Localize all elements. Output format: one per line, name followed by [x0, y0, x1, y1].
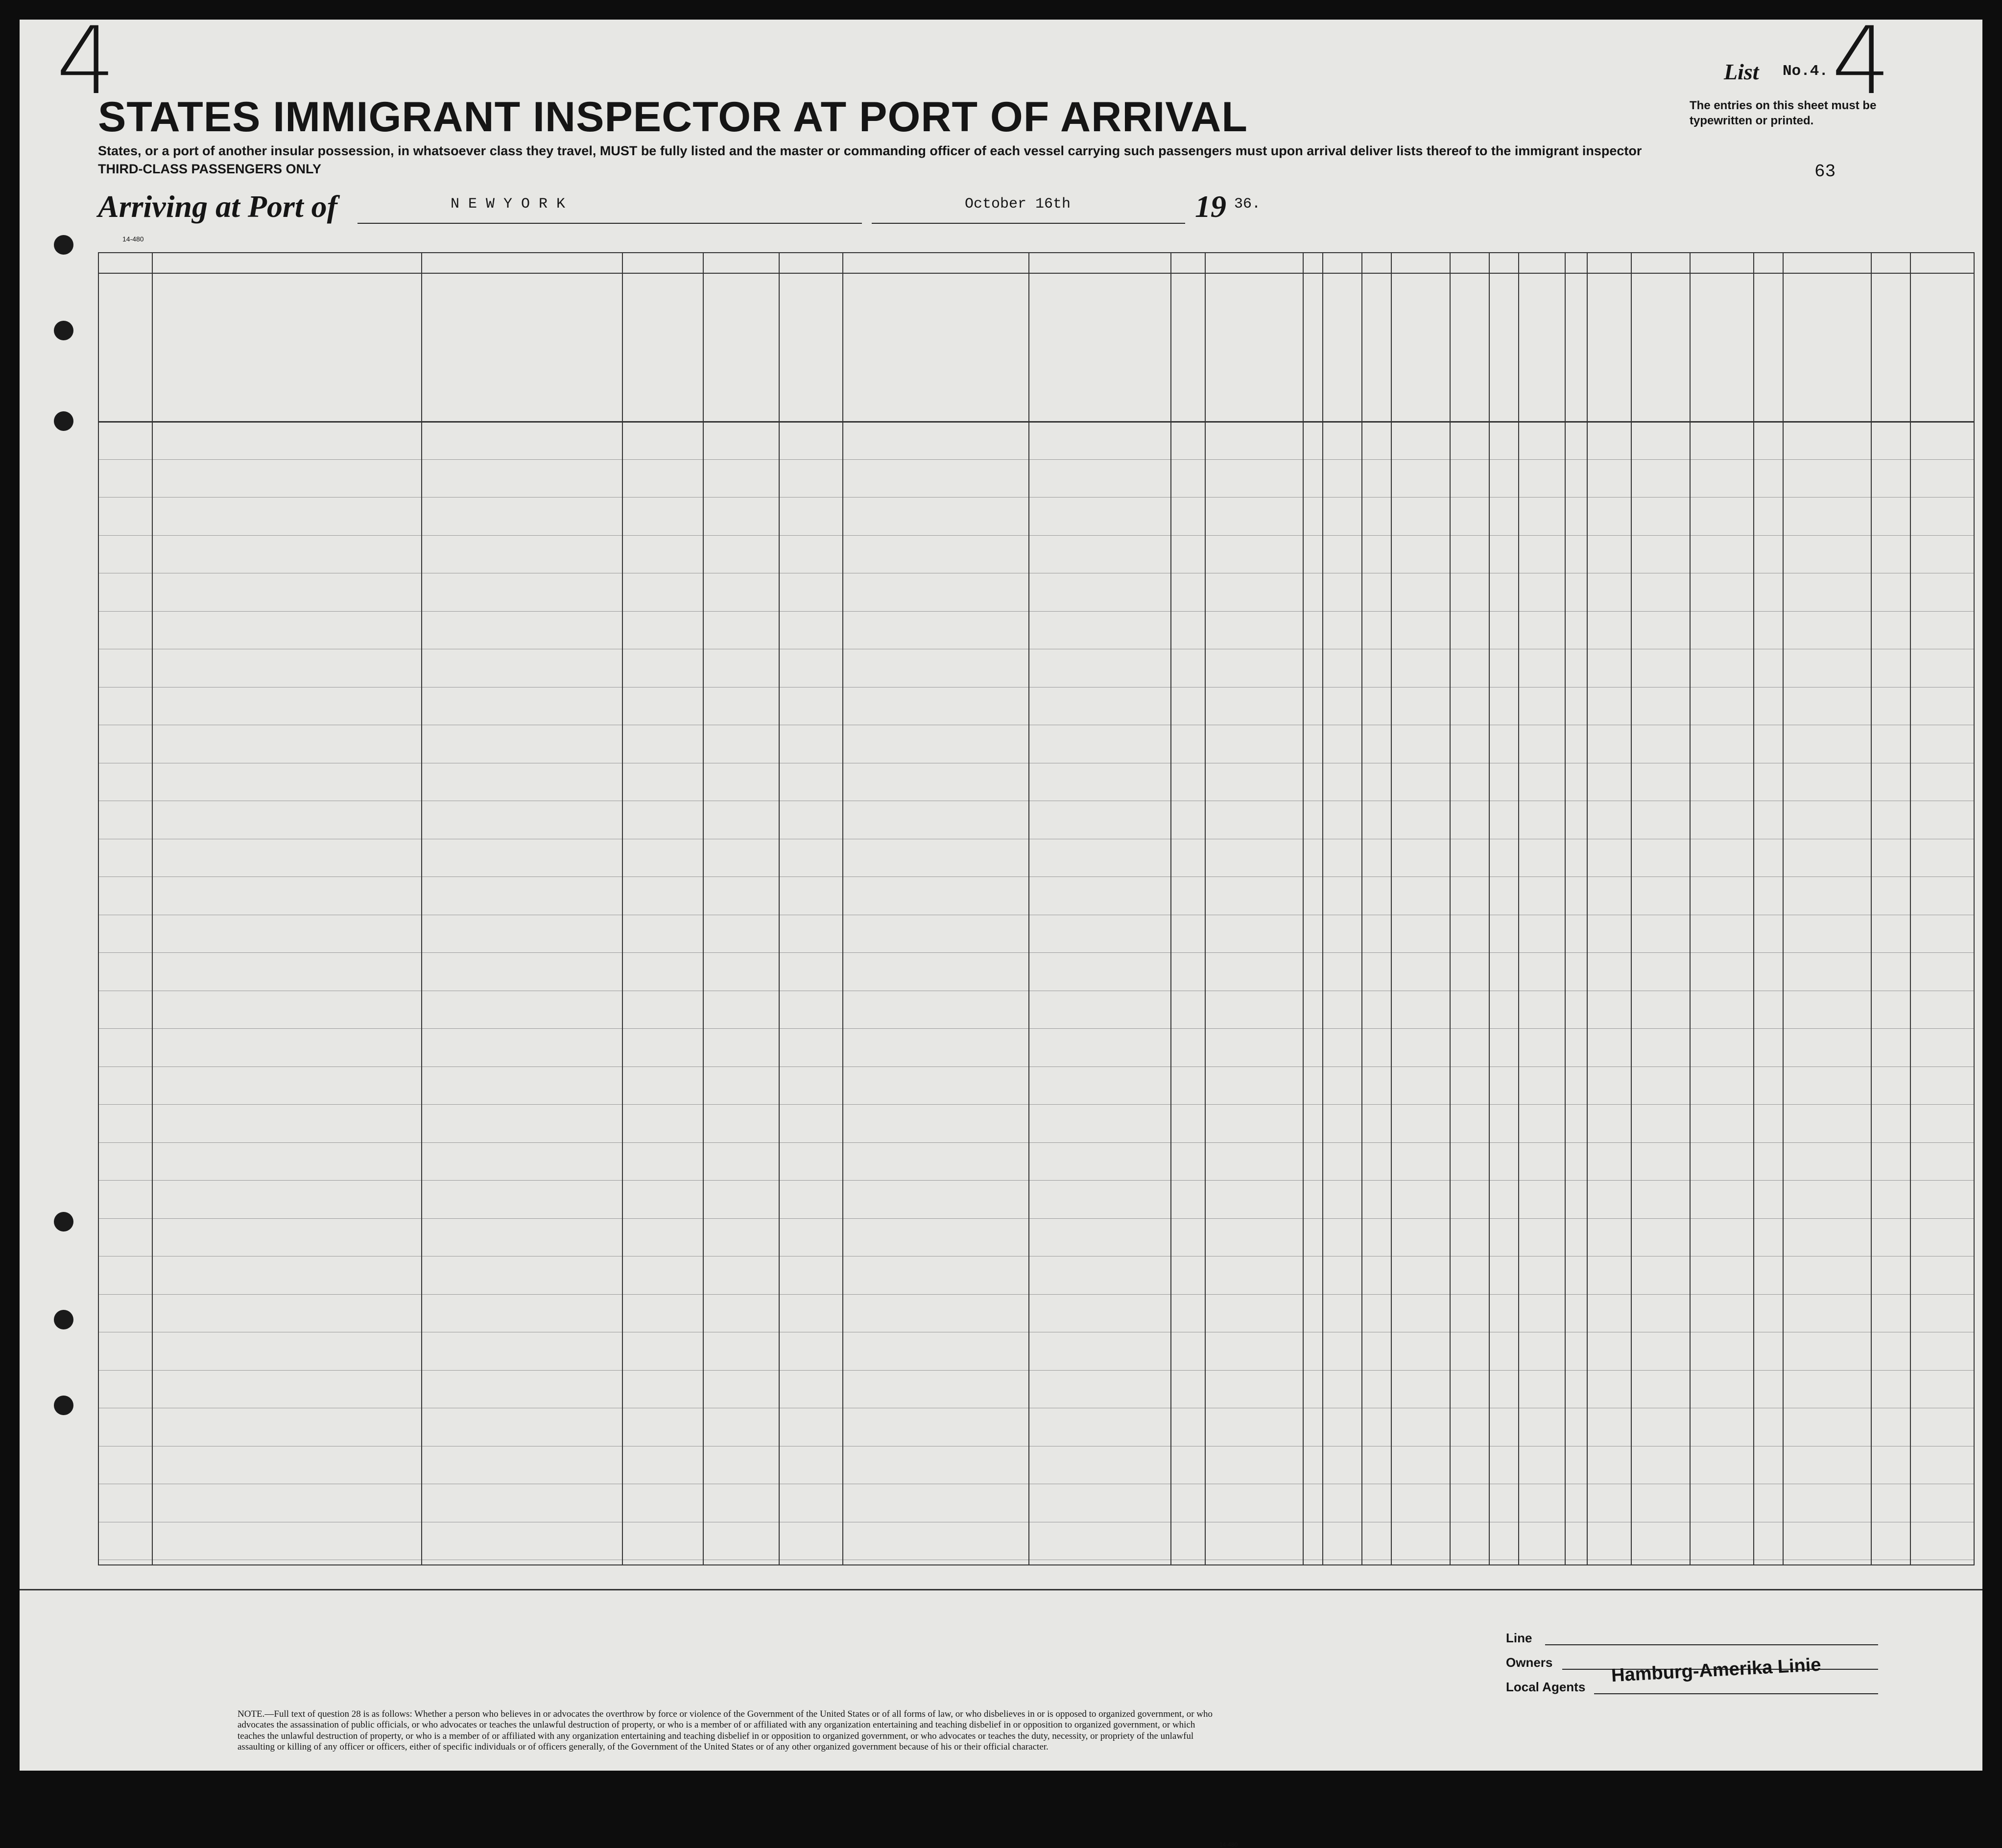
agents-underline: [1594, 1693, 1878, 1694]
column-rule: [703, 252, 704, 1565]
punch-hole: [54, 411, 73, 431]
list-label: List: [1724, 59, 1759, 84]
row-rule: [98, 535, 1974, 536]
arriving-label: Arriving at Port of: [98, 189, 337, 224]
row-rule: [98, 1028, 1974, 1029]
table-bottom-rule: [98, 1564, 1974, 1565]
port-underline: [358, 223, 862, 224]
date-value: October 16th: [965, 196, 1071, 213]
class-line: THIRD-CLASS PASSENGERS ONLY: [98, 162, 322, 176]
column-number-rule: [98, 273, 1974, 274]
corner-number-left: 4: [56, 7, 116, 115]
column-rule: [1690, 252, 1691, 1565]
agent-stamp: Hamburg-Amerika Linie: [1611, 1654, 1822, 1686]
column-rule: [1631, 252, 1632, 1565]
column-rule: [1391, 252, 1392, 1565]
footer-rule: [20, 1589, 1982, 1590]
column-rule: [1565, 252, 1566, 1565]
column-rule: [1910, 252, 1911, 1565]
list-number: No.4.: [1783, 63, 1829, 80]
column-rule: [1450, 252, 1451, 1565]
row-rule: [98, 1142, 1974, 1143]
owners-label: Owners: [1506, 1655, 1553, 1670]
header-bottom-rule: [98, 421, 1974, 423]
note-text: —Full text of question 28 is as follows: Whether a person who believes in or advocates the overthrow by force or violence of the Government of the United States or of all forms of law, or who disbelieves in or is opposed to organized government, or who advocates the assassination of public officials, or who advocates or teaches the unlawful destruction of property, or who is a member of or affiliated with any organization entertaining and teaching disbelief in or opposition to organized government, or which teaches the unlawful destruction of property, or who is a member of or affiliated with any organization entertaining and teaching disbelief in or opposition to organized government, or who advocates or teaches the duty, necessity, or propriety of the unlawful assaulting or killing of any officer or officers, either of specific individuals or of officers generally, of the Government of the United States or of any other organized government because of his or their official character.: [238, 1709, 1213, 1753]
agents-label: Local Agents: [1506, 1680, 1586, 1694]
row-rule: [98, 1104, 1974, 1105]
date-underline: [872, 223, 1185, 224]
year-suffix: 36.: [1234, 196, 1261, 213]
table-top-rule: [98, 252, 1974, 253]
column-rule: [98, 252, 99, 1565]
line-label: Line: [1506, 1631, 1532, 1645]
column-rule: [1303, 252, 1304, 1565]
manifest-table: [98, 252, 1974, 1577]
column-rule: [779, 252, 780, 1565]
column-rule: [1974, 252, 1975, 1565]
column-rule: [1587, 252, 1588, 1565]
column-rule: [1489, 252, 1490, 1565]
line-underline: [1545, 1644, 1878, 1645]
year-prefix: 19: [1195, 189, 1226, 224]
page-title: STATES IMMIGRANT INSPECTOR AT PORT OF ARRIVAL: [98, 94, 1248, 141]
row-rule: [98, 952, 1974, 953]
note-label: NOTE.: [238, 1709, 265, 1719]
instruction-line: States, or a port of another insular possession, in whatsoever class they travel, MUST be fully listed and the master or commanding officer of each vessel carrying such passengers must upon arrival deliver lists thereof to the immigrant inspector: [98, 143, 1642, 158]
row-rule: [98, 1180, 1974, 1181]
column-rule: [1518, 252, 1519, 1565]
row-rule: [98, 497, 1974, 498]
footer-note: [238, 1709, 1217, 1753]
punch-hole: [54, 235, 73, 255]
punch-hole: [54, 1310, 73, 1329]
column-rule: [842, 252, 843, 1565]
column-rule: [1783, 252, 1784, 1565]
column-rule: [1322, 252, 1323, 1565]
row-rule: [98, 459, 1974, 460]
column-rule: [1205, 252, 1206, 1565]
column-rule: [622, 252, 623, 1565]
column-rule: [1753, 252, 1754, 1565]
column-rule: [1170, 252, 1171, 1565]
form-code-top: 14-480: [122, 235, 144, 243]
punch-hole: [54, 1212, 73, 1232]
port-value: N E W Y O R K: [451, 196, 566, 213]
column-rule: [421, 252, 422, 1565]
row-rule: [98, 1294, 1974, 1295]
corner-number-right: 4: [1832, 7, 1891, 115]
row-rule: [98, 1218, 1974, 1219]
sheet-mark: 63: [1814, 162, 1836, 182]
punch-hole: [54, 1396, 73, 1415]
row-rule: [98, 1066, 1974, 1067]
row-rule: [98, 1370, 1974, 1371]
column-rule: [152, 252, 153, 1565]
column-rule: [1028, 252, 1029, 1565]
row-rule: [98, 611, 1974, 612]
form-code-bottom: 14-480: [1219, 1841, 1238, 1848]
typewritten-note: The entries on this sheet must be typewritten or printed.: [1690, 99, 1877, 128]
manifest-sheet: [20, 7, 1982, 1848]
column-rule: [1361, 252, 1362, 1565]
punch-hole: [54, 321, 73, 340]
column-rule: [1871, 252, 1872, 1565]
